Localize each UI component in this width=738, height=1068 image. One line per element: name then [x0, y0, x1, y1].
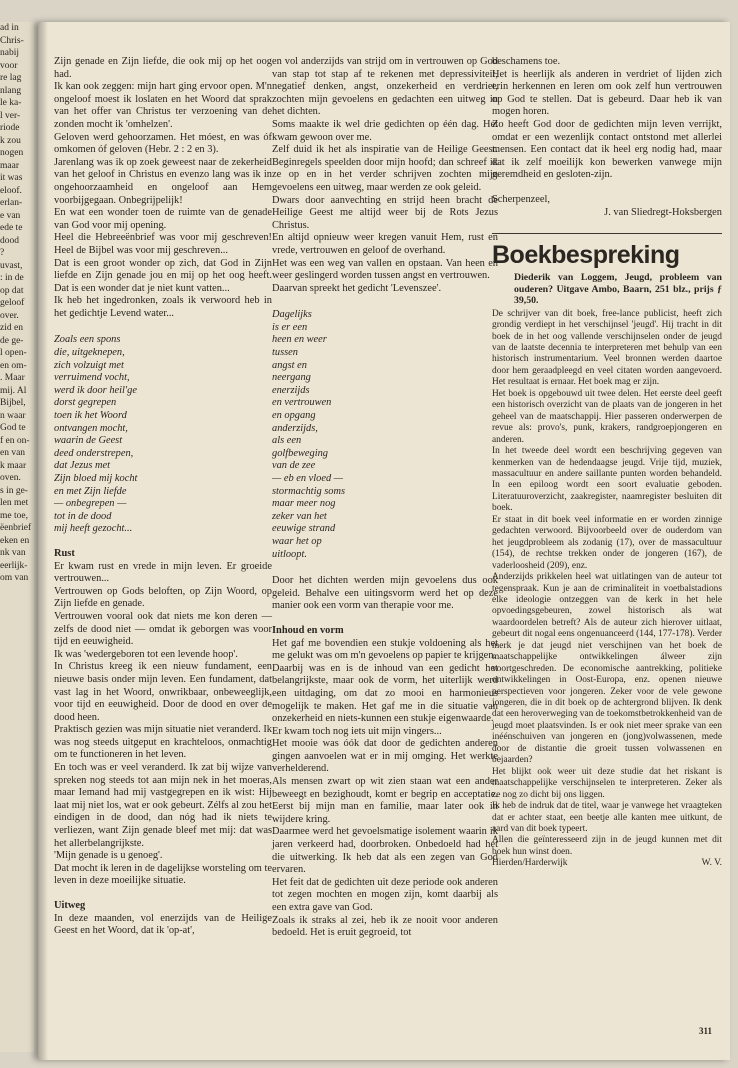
- poem-line: en met Zijn liefde: [54, 485, 127, 497]
- previous-page-fragment: ?: [0, 248, 5, 258]
- paragraph: Daarbij was en is de inhoud van een gedicht het belangrijkste, maar ook de vorm, het uiterlijk werd een uitdaging, om dat zo mooi en harmonieus mogelijk te maken. Het gaf me in die situatie van onzekerheid en niets-kunnen een stukje eigenwaarde.: [272, 662, 498, 725]
- paragraph: Dat is een groot wonder op zich, dat God in Zijn liefde en Zijn genade jou en mij op het oog heeft. Dat is een wonder dat je niet kunt vatten...: [54, 257, 272, 294]
- poem-line: verruimend vocht,: [54, 372, 130, 384]
- poem-line: werd ik door heil'ge: [54, 384, 137, 396]
- paragraph: Dwars door aanvechting en strijd heen bracht de Heilige Geest me altijd weer bij de Rots Jezus Christus.: [272, 194, 498, 231]
- paragraph: Geloven werd gehoorzamen. Het móest, en was óf omkomen óf geloven (Hebr. 2 : 2 en 3).: [54, 131, 272, 156]
- previous-page-fragment: l open-: [0, 348, 27, 358]
- paragraph: Het blijkt ook weer uit deze studie dat het riskant is maatschappelijke verschijnselen te interpreteren. Zeker als ze nog zo dicht bij ons liggen.: [492, 766, 722, 800]
- previous-page-fragment: . Maar: [0, 373, 25, 383]
- paragraph: Ik kan ook zeggen: mijn hart ging ervoor open. M'n ongeloof moest ik loslaten en het Woord dat sprak van het offer van Christus ter verzoening van de zonden mocht ik 'omhelzen'.: [54, 81, 272, 130]
- poem-line: stormachtig soms: [272, 485, 346, 497]
- poem-line: Zijn bloed mij kocht: [54, 473, 138, 484]
- previous-page-fragment: over.: [0, 310, 19, 321]
- previous-page-fragment: n waar: [0, 410, 26, 421]
- paragraph: 'Mijn genade is u genoeg'.: [54, 850, 163, 862]
- previous-page-fragment: God te: [0, 423, 26, 433]
- previous-page-fragment: mij. Al: [0, 385, 27, 396]
- paragraph: en vol anderzijds van strijd om in vertrouwen op God van stap tot stap af te rekenen met depressiviteit, negatief denken, angst, onzekerheid en verdriet, zochten mijn gevoelens en gedachten een uitweg in het dichten.: [272, 56, 498, 118]
- paragraph: Allen die geïnteresseerd zijn in de jeugd kunnen met dit boek hun winst doen.: [492, 835, 722, 857]
- previous-page-fragment: eken en: [0, 535, 30, 546]
- section-uitweg: In deze maanden, vol enerzijds van de Heilige Geest en het Woord, dat ik 'op-at',: [54, 912, 272, 937]
- previous-page-fragment: op dat: [0, 285, 24, 296]
- poem-line: neergang: [272, 372, 311, 384]
- after-poem-paragraph: Door het dichten werden mijn gevoelens dus ook geleid. Behalve een uitingsvorm werd het op deze manier ook een vorm van therapie voor me.: [272, 575, 498, 612]
- previous-page-fragment: en om-: [0, 360, 27, 371]
- previous-page-fragment: eerlijk-: [0, 560, 28, 571]
- review-initials: W. V.: [701, 858, 722, 869]
- paragraph: Ik heb de indruk dat de titel, waar je vanwege het vraagteken dat er achter staat, een beetje alle kanten mee uitkunt, de aard van dit boek typeert.: [492, 801, 722, 835]
- gutter-shadow: [38, 22, 48, 1060]
- paragraph: Vertrouwen op Gods beloften, op Zijn Woord, op Zijn liefde en genade.: [54, 585, 272, 610]
- previous-page-fragment: le ka-: [0, 98, 22, 108]
- poem-line: als een: [272, 435, 302, 447]
- column-2: [272, 56, 498, 940]
- section-divider: [492, 233, 722, 234]
- previous-page-fragment: nabij: [0, 48, 19, 58]
- poem-line: ontvangen mocht,: [54, 422, 128, 434]
- poem-line: tussen: [272, 347, 298, 359]
- poem-line: toen ik het Woord: [54, 410, 127, 422]
- section-rust: [54, 561, 272, 888]
- paragraph: beschamens toe.: [492, 56, 561, 67]
- paragraph: Het was een weg van vallen en opstaan. Van heen en weer geslingerd worden tussen angst en vertrouwen.: [272, 257, 498, 282]
- paragraph: Het boek is opgebouwd uit twee delen. Het eerste deel geeft een historisch overzicht van de plaats van de jongeren in het geheel van de maatschappij. Hier passeren onderwerpen de revue als: provo's, punk, krakers, randgroepjongeren en anderen.: [492, 388, 722, 445]
- poem-levenszee: [272, 309, 498, 561]
- previous-page-fragment: ëenbrief: [0, 523, 32, 533]
- previous-page-fragment: e van: [0, 210, 21, 221]
- heading-inhoud-en-vorm: Inhoud en vorm: [272, 624, 344, 636]
- poem-line: en opgang: [272, 410, 316, 422]
- review-signoff: [492, 858, 722, 869]
- paragraph: Zoals ik straks al zei, heb ik ze nooit voor anderen bedoeld. Het is eruit gegroeid, tot: [272, 914, 498, 939]
- paragraph: Jarenlang was ik op zoek geweest naar de zekerheid van het geloof in Christus en evenzo lang was ik in ongehoorzaamheid en ongeloof aan Hem voorbijgegaan. Onbegrijpelijk!: [54, 156, 272, 206]
- previous-page-fragment: om van: [0, 573, 29, 583]
- paragraph: En wat een wonder toen de ruimte van de genade van God voor mij opening.: [54, 207, 272, 231]
- review-place: Hierden/Harderwijk: [492, 858, 568, 869]
- previous-page-fragment: nk van: [0, 548, 26, 558]
- poem-line: waarin de Geest: [54, 435, 123, 447]
- poem-line: dorst gegrepen: [54, 397, 117, 409]
- previous-page-fragment: oven.: [0, 473, 21, 483]
- previous-page-fragment: len met: [0, 498, 29, 508]
- previous-page-fragment: eloof.: [0, 185, 22, 196]
- signoff-place: Scherpenzeel,: [492, 193, 550, 205]
- previous-page-strip: [0, 22, 34, 1052]
- paragraph: Heel die Hebreeënbrief was voor mij geschreven! Heel de Bijbel was voor mij geschreven...: [54, 232, 272, 256]
- poem-line: tot in de dood: [54, 510, 112, 522]
- previous-page-fragment: ede te: [0, 223, 23, 233]
- section-inhoud-en-vorm: [272, 638, 498, 940]
- poem-line: anderzijds,: [272, 422, 318, 434]
- previous-page-fragment: Chris-: [0, 35, 24, 46]
- boekbespreking-heading: Boekbespreking: [492, 241, 680, 270]
- previous-page-fragment: voor: [0, 60, 18, 71]
- previous-page-fragment: uvast,: [0, 260, 23, 271]
- paragraph: Ik heb het ingedronken, zoals ik verwoord heb in het gedichtje Levend water...: [54, 295, 272, 319]
- paragraph: En toch was er veel veranderd. Ik zat bij wijze van spreken nog steeds tot aan mijn nek in het moeras, maar Iemand had mij vastgegrepen en ik wist: Hij laat mij niet los, wat er ook gebeurt. Zélfs al zou het eindigen in de dood, dan nóg had ik niets te verliezen, want Zijn genade bleef met mij: dat was het allerbelangrijkste.: [54, 762, 272, 849]
- paragraph: Het gaf me bovendien een stukje voldoening als het me gelukt was om m'n gevoelens op papier te krijgen.: [272, 637, 498, 662]
- paragraph: De schrijver van dit boek, free-lance publicist, heeft zich grondig verdiept in het verschijnsel 'jeugd'. Hij tracht in dit boek de in het oog vallende verschijnselen onder de jeugd van de laatste decennia te interpreteren met behulp van een historisch instrumentarium. Veel bronnen werden daartoe door hem geraadpleegd en veel citaten worden aangevoerd. Het resultaat is ernaar. Het boek mag er zijn.: [492, 308, 722, 388]
- previous-page-fragment: maar: [0, 160, 19, 171]
- paragraph: Daarvan spreekt het gedicht 'Levenszee'.: [272, 282, 442, 294]
- paragraph: In het tweede deel wordt een beschrijving gegeven van kenmerken van de hedendaagse jeugd. Vrije tijd, muziek, massacultuur en andere saillante punten worden behandeld. In een epiloog wordt een soort evaluatie geboden. Literatuuroverzicht, zaakregister, naamregister besluiten dit boek.: [492, 446, 722, 514]
- column-1-intro: [54, 56, 272, 320]
- heading-rust: Rust: [54, 547, 75, 559]
- poem-line: van de zee: [272, 460, 316, 472]
- poem-line: maar meer nog: [272, 498, 336, 510]
- page-number: 311: [698, 1026, 712, 1036]
- paragraph: Vertrouwen vooral ook dat niets me kon deren — zelfs de dood niet — omdat ik geborgen was voor tijd en eeuwigheid.: [54, 610, 272, 648]
- previous-page-fragment: erlan-: [0, 198, 23, 208]
- magazine-page: [38, 22, 730, 1060]
- poem-line: — onbegrepen —: [54, 498, 127, 510]
- poem-line: Dagelijks: [272, 309, 312, 321]
- paragraph: Daarmee werd het gevoelsmatige isolement waarin ik jaren verkeerd had, doorbroken. Onbedoeld had het die uitwerking. Ik heb dat als een zegen van God ervaren.: [272, 826, 498, 876]
- previous-page-fragment: geloof: [0, 298, 25, 308]
- previous-page-fragment: k maar: [0, 460, 27, 471]
- paragraph: Zijn genade en Zijn liefde, die ook mij op het oog had.: [54, 56, 272, 80]
- paragraph: Er staat in dit boek veel informatie en er worden zinnige gedachten verwoord. Bijvoorbeeld over de ouderdom van het jeugdprobleem als zodanig (17), over de massacultuur (154), de rechtse trekken onder de jongeren (167), de vaderloosheid (209), enz.: [492, 514, 722, 571]
- poem-line: en vertrouwen: [272, 397, 332, 409]
- poem-line: waar het op: [272, 535, 322, 547]
- paragraph: Dat mocht ik leren in de dagelijkse worsteling om te leven in deze moeilijke situatie.: [54, 862, 272, 887]
- previous-page-fragment: me toe,: [0, 510, 28, 521]
- previous-page-fragment: k zou: [0, 135, 21, 146]
- poem-line: — eb en vloed —: [272, 473, 343, 484]
- paragraph: Zelf duid ik het als inspiratie van de Heilige Geest. Beginregels speelden door mijn hoofd; dan schreef ik ze op en in het verder schrijven zochten mijn gevoelens een uitweg, maar werden ze ook geleid.: [272, 144, 498, 193]
- poem-line: dat Jezus met: [54, 460, 110, 472]
- paragraph: Als mensen zwart op wit zien staan wat een ander beweegt en bezighoudt, komt er begrip en acceptatie. Eerst bij mijn man en familie, maar later ook in wijdere kring.: [272, 776, 498, 825]
- book-details: Diederik van Loggem, Jeugd, probleem van ouderen? Uitgave Ambo, Baarn, 251 blz., prijs ƒ 39,50.: [514, 272, 722, 307]
- poem-line: heen en weer: [272, 334, 327, 346]
- book-review-text: [492, 309, 722, 859]
- paragraph: Het feit dat de gedichten uit deze periode ook anderen tot zegen mochten en mogen zijn, komt daarbij als een extra gave van God.: [272, 876, 498, 913]
- poem-line: Zoals een spons: [54, 334, 121, 346]
- previous-page-fragment: : in de: [0, 273, 24, 283]
- previous-page-fragment: riode: [0, 123, 20, 133]
- paragraph: En altijd opnieuw weer kregen vanuit Hem, rust en vrede, vertrouwen en geloof de overhand.: [272, 232, 498, 256]
- poem-line: eeuwige strand: [272, 523, 336, 535]
- paragraph: Ik was 'wedergeboren tot een levende hoop'.: [54, 648, 238, 660]
- previous-page-fragment: de ge-: [0, 335, 24, 346]
- paragraph: Het mooie was óók dat door de gedichten anderen gingen aanvoelen wat er in mij omging. Het werkte verhelderend.: [272, 738, 498, 775]
- poem-line: enerzijds: [272, 384, 310, 396]
- previous-page-fragment: it was: [0, 173, 23, 183]
- previous-page-fragment: re lag: [0, 73, 22, 83]
- poem-line: mij heeft gezocht...: [54, 523, 133, 535]
- previous-page-fragment: Bijbel,: [0, 398, 26, 408]
- previous-page-fragment: nogen: [0, 148, 24, 158]
- paragraph: Het is heerlijk als anderen in verdriet of lijden zich erin herkennen en leren om ook zelf hun vertrouwen op God te stellen. Dat is gebeurd. Daar heb ik van mogen horen.: [492, 68, 722, 118]
- poem-line: die, uitgeknepen,: [54, 347, 125, 359]
- paragraph: Anderzijds prikkelen heel wat uitlatingen van de auteur tot tegenspraak. Kun je aan de criminaliteit in voetbalstadions elke ideologie ontzeggen van de kerk in het hele opvoedingsgebeuren, zowel historisch als wat waardoordelen betreft? Als de auteur zich hierover uitlaat, gebeurt dit nogal eens ongenuanceerd (144, 177-178). Verder merk je dat jeugd niet verschijnen van het boek de maatschappelijke ontwikkelingen álweer zijn voortgeschreden. De economische aantrekking, politieke ontwikkelingen in Oost-Europa, enz. openen nieuwe perspectieven voor jongeren. Zeker voor de vele gewone jongeren, die in dit boek op de achtergrond blijven. Ik denk dat een heroverweging van de toekomstbetrokkenheid van de jeugd moet plaatsvinden. Is er ook niet meer sprake van een inéénschuiven van jongeren en (jong)volwassenen, mede door de distantie die groeit tussen volwassenen en bejaarden?: [492, 572, 722, 766]
- previous-page-fragment: en van: [0, 448, 26, 458]
- poem-line: golfbeweging: [272, 447, 328, 459]
- signoff-name: J. van Sliedregt-Hoksbergen: [604, 206, 722, 218]
- poem-line: is er een: [272, 321, 308, 333]
- paragraph: Zo heeft God door de gedichten mijn leven verrijkt, omdat er een wezenlijk contact ontstond met allerlei mensen. Een contact dat ik heel erg nodig had, maar dat ik zelf moeilijk kon bewerken vanwege mijn geremdheid en gesloten-zijn.: [492, 118, 722, 181]
- poem-line: angst en: [272, 359, 307, 371]
- paragraph: In Christus kreeg ik een nieuw fundament, een nieuwe basis onder mijn leven. Een fundament, dat vast lag in het Woord, onwrikbaar, onbeweeglijk, voor tijd en eeuwigheid. Door de dood en over de dood heen.: [54, 661, 272, 723]
- paragraph: Soms maakte ik wel drie gedichten op één dag. Het kwam gewoon over me.: [272, 118, 498, 143]
- paragraph: Praktisch gezien was mijn situatie niet veranderd. Ik was nog steeds uitgeput en krachteloos, onmachtig om te functioneren in het leven.: [54, 724, 272, 761]
- previous-page-fragment: ad in: [0, 23, 19, 33]
- paragraph: Er kwam rust en vrede in mijn leven. Er groeide vertrouwen...: [54, 560, 272, 585]
- column-1: [54, 56, 272, 938]
- previous-page-fragment: zid en: [0, 323, 23, 333]
- column-3: [492, 56, 722, 870]
- column-2-intro: [272, 56, 498, 295]
- poem-line: zich volzuigt met: [54, 359, 124, 371]
- poem-levend-water: [54, 334, 272, 536]
- previous-page-fragment: dood: [0, 235, 19, 246]
- previous-page-fragment: l ver-: [0, 110, 21, 121]
- previous-page-fragment: s in ge-: [0, 485, 28, 496]
- previous-page-fragment: nlang: [0, 85, 22, 96]
- poem-line: deed onderstrepen,: [54, 447, 134, 459]
- column-3-intro: [492, 56, 722, 182]
- previous-page-fragment: f en on-: [0, 435, 30, 446]
- poem-line: zeker van het: [272, 510, 327, 522]
- poem-line: uitloopt.: [272, 548, 307, 560]
- heading-uitweg: Uitweg: [54, 900, 86, 911]
- paragraph: Er kwam toch nog iets uit mijn vingers...: [272, 725, 442, 737]
